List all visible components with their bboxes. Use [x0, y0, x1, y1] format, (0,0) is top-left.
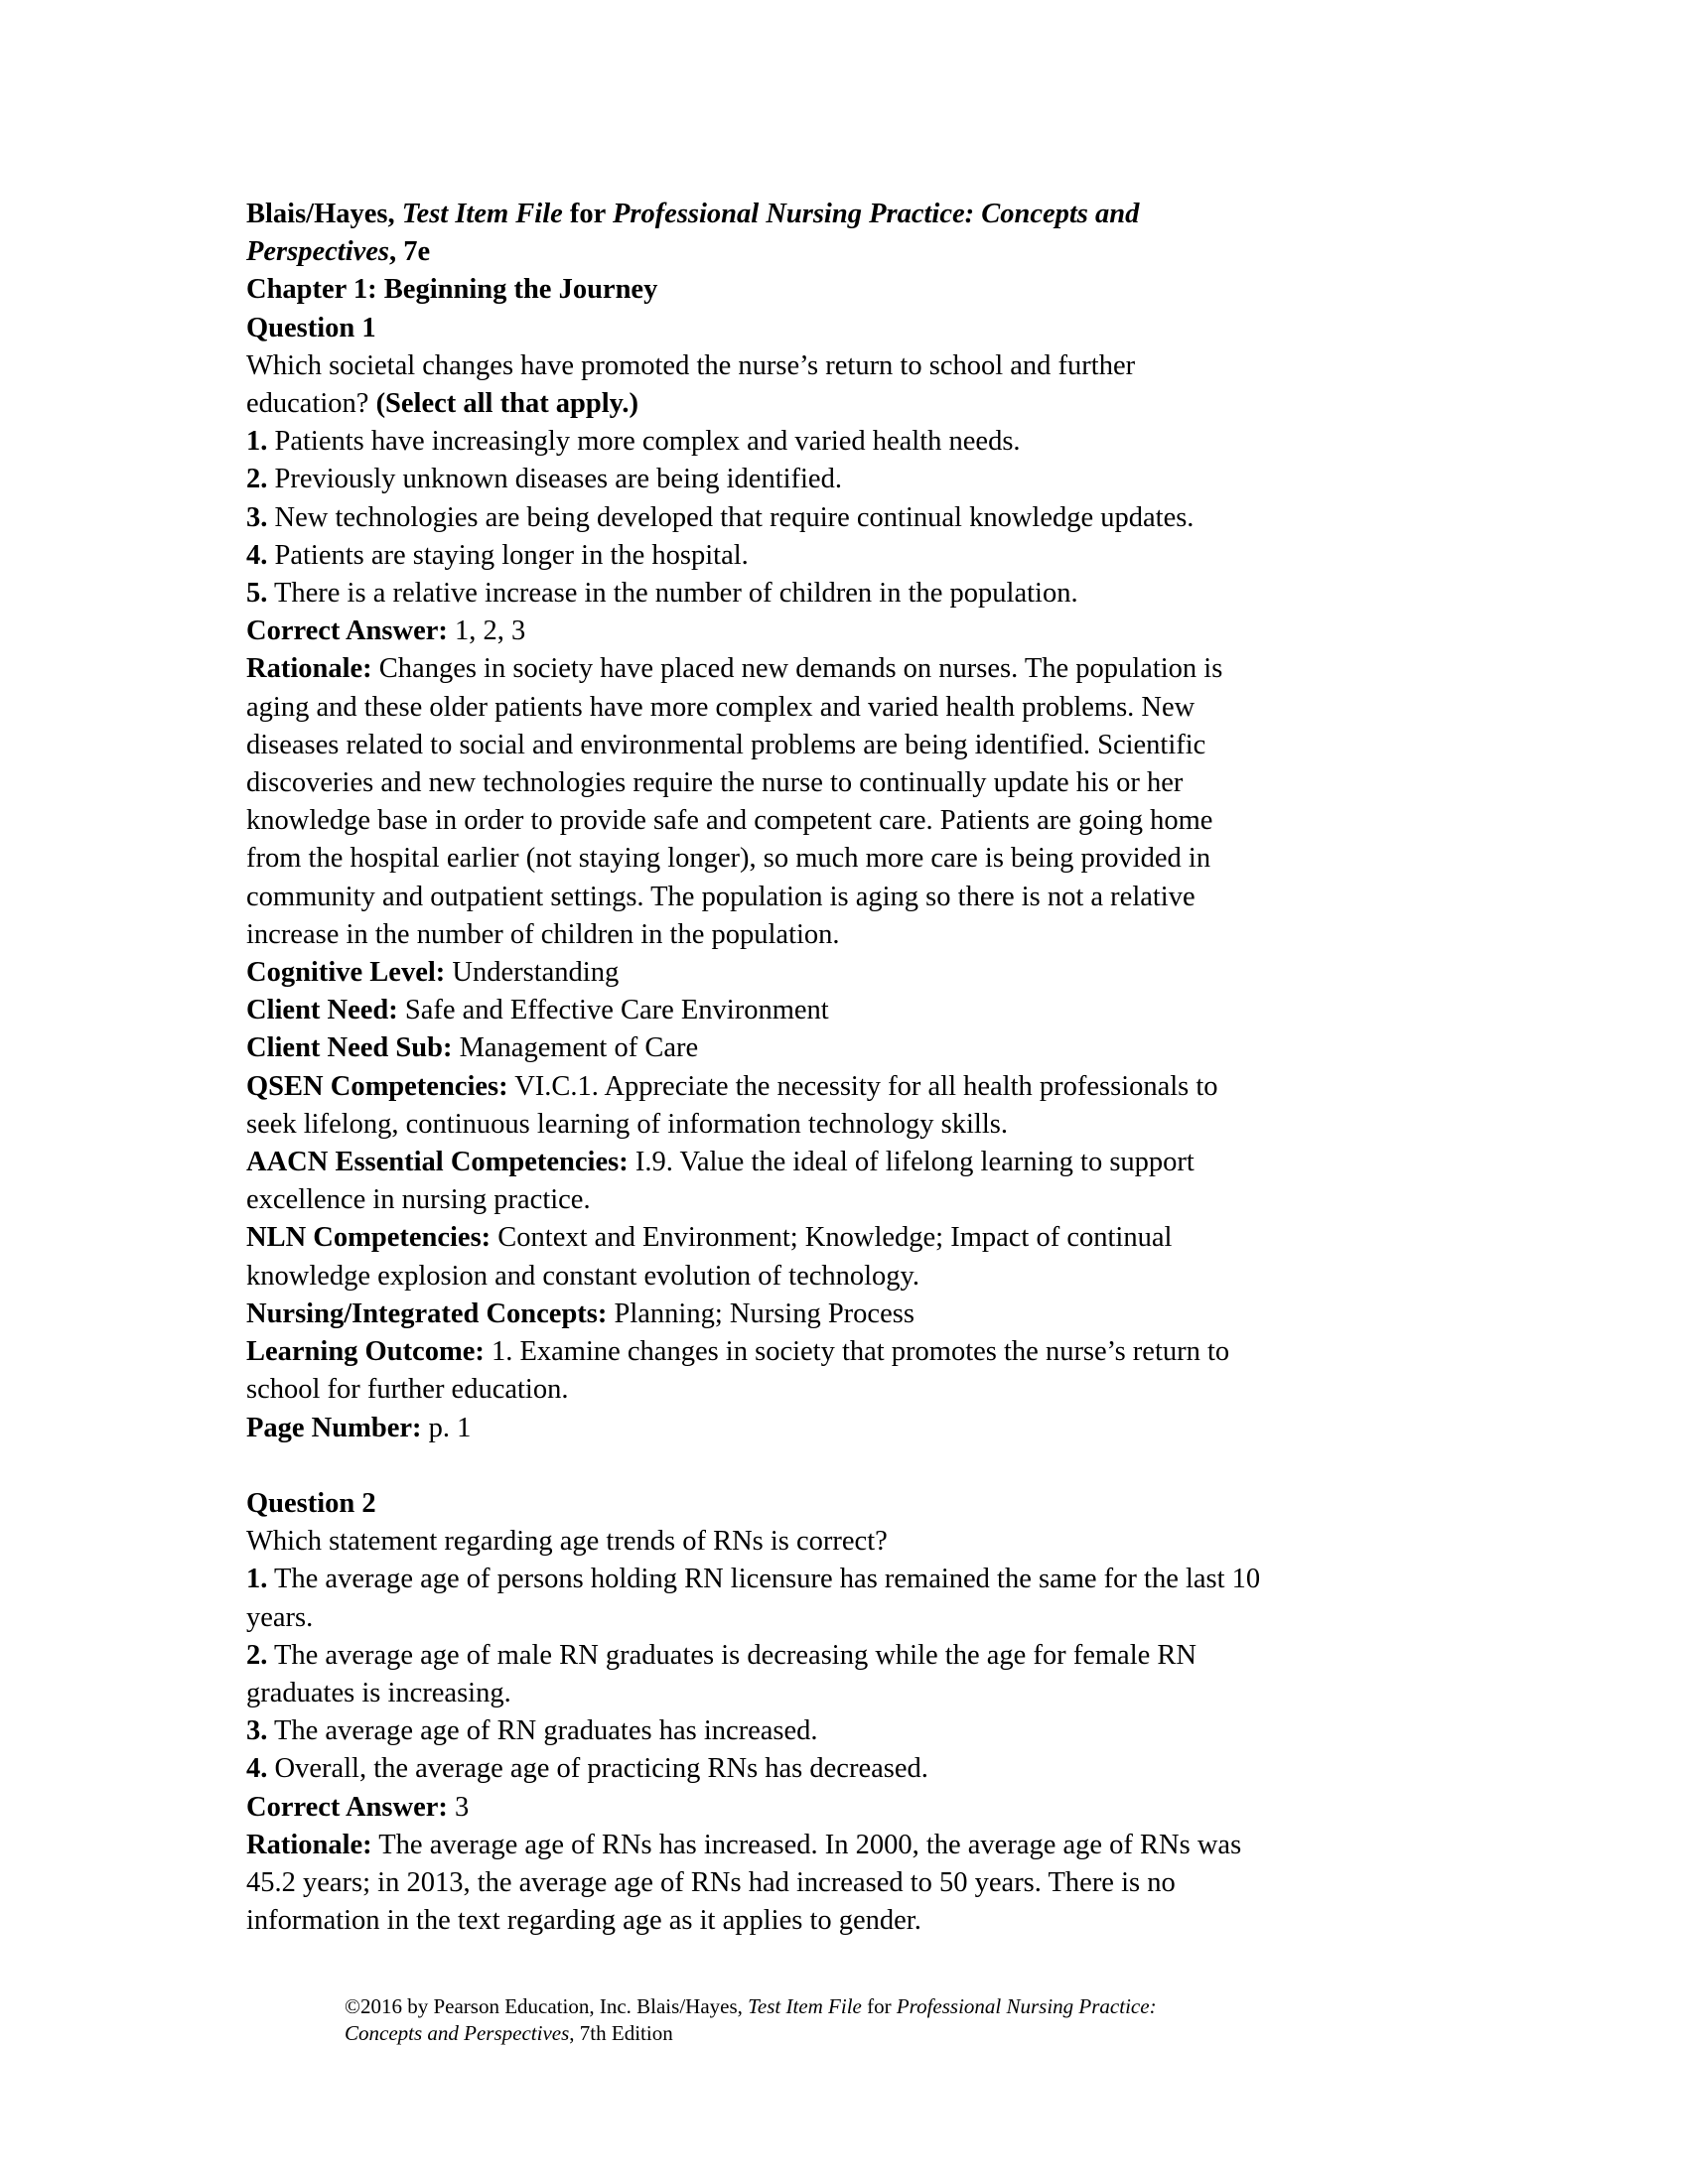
page-number	[246, 1410, 1468, 1447]
document-title-line-2	[246, 233, 1468, 271]
select-all-instruction: (Select all that apply.)	[375, 388, 638, 420]
option-number: 5.	[246, 578, 268, 610]
qsen-competencies-cont: seek lifelong, continuous learning of information technology skills.	[246, 1108, 1008, 1140]
question-2	[246, 1485, 1468, 1940]
rationale-line: knowledge base in order to provide safe and competent care. Patients are going home	[246, 805, 1213, 837]
correct-answer	[246, 613, 1468, 650]
field-value: Understanding	[445, 957, 620, 989]
option-text: New technologies are being developed that require continual knowledge updates.	[267, 501, 1195, 533]
footer-book-title-cont: Concepts and Perspectives	[345, 2021, 570, 2045]
field-label: Cognitive Level:	[246, 957, 446, 989]
rationale-line: discoveries and new technologies require the nurse to continually update his or her	[246, 767, 1184, 799]
correct-answer	[246, 1789, 1468, 1827]
series-title: Test Item File	[401, 199, 563, 229]
field-label: QSEN Competencies:	[246, 1070, 508, 1102]
nln-competencies	[246, 1219, 1468, 1257]
rationale-line: community and outpatient settings. The population is aging so there is not a relative	[246, 881, 1196, 912]
learning-outcome-cont: school for further education.	[246, 1374, 569, 1406]
option-number: 1.	[246, 426, 268, 458]
field-label: Client Need:	[246, 995, 398, 1026]
footer-for: for	[861, 1994, 897, 2018]
integrated-concepts	[246, 1296, 1468, 1333]
field-label: Rationale:	[246, 1829, 372, 1860]
rationale-line	[246, 1827, 1468, 1864]
option-number: 2.	[246, 464, 268, 495]
spacer	[246, 1447, 1468, 1485]
field-label: Client Need Sub:	[246, 1032, 453, 1064]
question-1	[246, 310, 1468, 1447]
footer-edition: , 7th Edition	[569, 2021, 673, 2045]
rationale-line	[246, 650, 1468, 688]
answer-option	[246, 423, 1468, 461]
field-label: Correct Answer:	[246, 615, 448, 647]
client-need	[246, 992, 1468, 1029]
answer-option	[246, 1750, 1468, 1788]
document-page	[246, 196, 1468, 1940]
answer-option	[246, 1637, 1468, 1675]
field-value: 3	[447, 1791, 470, 1823]
answer-option	[246, 461, 1468, 498]
question-heading: Question 2	[246, 1487, 376, 1519]
footer-book-title: Professional Nursing Practice:	[896, 1994, 1157, 2018]
question-stem-cont	[246, 385, 1468, 423]
rationale-line: increase in the number of children in the population.	[246, 918, 840, 950]
rationale	[246, 650, 1468, 954]
answer-option	[246, 1712, 1468, 1750]
option-text: Patients have increasingly more complex and varied health needs.	[267, 426, 1021, 458]
question-heading: Question 1	[246, 312, 376, 343]
answer-option	[246, 537, 1468, 575]
option-text: The average age of persons holding RN licensure has remained the same for the last 10	[267, 1564, 1261, 1595]
answer-option	[246, 575, 1468, 613]
document-title-line-1	[246, 196, 1468, 233]
authors: Blais/Hayes,	[246, 199, 402, 229]
option-number: 4.	[246, 1753, 268, 1785]
rationale-text: The average age of RNs has increased. In 2000, the average age of RNs was	[371, 1829, 1242, 1860]
option-number: 4.	[246, 539, 268, 571]
option-text: Overall, the average age of practicing RNs has decreased.	[267, 1753, 928, 1785]
qsen-competencies	[246, 1068, 1468, 1106]
book-title-cont: Perspectives	[246, 236, 390, 268]
rationale-line: aging and these older patients have more complex and varied health problems. New	[246, 691, 1196, 723]
answer-option-cont: graduates is increasing.	[246, 1677, 511, 1708]
rationale-line: from the hospital earlier (not staying longer), so much more care is being provided in	[246, 843, 1211, 875]
field-label: Page Number:	[246, 1412, 422, 1443]
stem-text: education?	[246, 388, 376, 420]
for-text: for	[562, 199, 613, 229]
field-value: Safe and Effective Care Environment	[397, 995, 829, 1026]
footer-line-2	[345, 2020, 1437, 2047]
field-value: Context and Environment; Knowledge; Impact of continual	[491, 1222, 1173, 1254]
field-value: Planning; Nursing Process	[607, 1297, 914, 1329]
field-value: 1. Examine changes in society that promotes the nurse’s return to	[484, 1336, 1230, 1368]
book-title: Professional Nursing Practice: Concepts and	[612, 199, 1140, 229]
field-value: I.9. Value the ideal of lifelong learning to support	[628, 1147, 1195, 1178]
field-label: Nursing/Integrated Concepts:	[246, 1297, 608, 1329]
option-number: 2.	[246, 1639, 268, 1671]
option-text: There is a relative increase in the number of children in the population.	[267, 578, 1078, 610]
field-value: Management of Care	[452, 1032, 699, 1064]
field-value: p. 1	[421, 1412, 472, 1443]
question-stem: Which societal changes have promoted the nurse’s return to school and further	[246, 349, 1136, 381]
option-number: 3.	[246, 501, 268, 533]
edition: , 7e	[389, 236, 431, 268]
field-label: NLN Competencies:	[246, 1222, 492, 1254]
aacn-competencies	[246, 1144, 1468, 1181]
answer-option	[246, 1561, 1468, 1598]
option-number: 1.	[246, 1564, 268, 1595]
aacn-competencies-cont: excellence in nursing practice.	[246, 1184, 591, 1216]
rationale-line: 45.2 years; in 2013, the average age of RNs had increased to 50 years. There is no	[246, 1866, 1176, 1898]
page-footer	[345, 1993, 1437, 2047]
rationale-text: Changes in society have placed new demands on nurses. The population is	[371, 653, 1223, 685]
option-text: The average age of male RN graduates is decreasing while the age for female RN	[267, 1639, 1196, 1671]
answer-option-cont: years.	[246, 1601, 314, 1633]
field-value: 1, 2, 3	[447, 615, 526, 647]
option-text: Previously unknown diseases are being identified.	[267, 464, 842, 495]
field-label: Correct Answer:	[246, 1791, 448, 1823]
field-value: VI.C.1. Appreciate the necessity for all health professionals to	[507, 1070, 1218, 1102]
option-text: The average age of RN graduates has increased.	[267, 1715, 818, 1747]
option-number: 3.	[246, 1715, 268, 1747]
field-label: Rationale:	[246, 653, 372, 685]
option-text: Patients are staying longer in the hospital.	[267, 539, 749, 571]
field-label: Learning Outcome:	[246, 1336, 485, 1368]
learning-outcome	[246, 1333, 1468, 1371]
copyright: ©2016 by Pearson Education, Inc. Blais/Hayes,	[345, 1994, 749, 2018]
rationale-line: information in the text regarding age as it applies to gender.	[246, 1905, 921, 1937]
rationale	[246, 1827, 1468, 1941]
question-stem: Which statement regarding age trends of RNs is correct?	[246, 1526, 888, 1558]
cognitive-level	[246, 954, 1468, 992]
answer-option	[246, 499, 1468, 537]
client-need-sub	[246, 1029, 1468, 1067]
chapter-heading: Chapter 1: Beginning the Journey	[246, 274, 658, 306]
footer-series-title: Test Item File	[748, 1994, 862, 2018]
rationale-line: diseases related to social and environmental problems are being identified. Scientific	[246, 729, 1206, 760]
field-label: AACN Essential Competencies:	[246, 1147, 629, 1178]
nln-competencies-cont: knowledge explosion and constant evolution of technology.	[246, 1260, 920, 1292]
footer-line-1	[345, 1993, 1437, 2020]
